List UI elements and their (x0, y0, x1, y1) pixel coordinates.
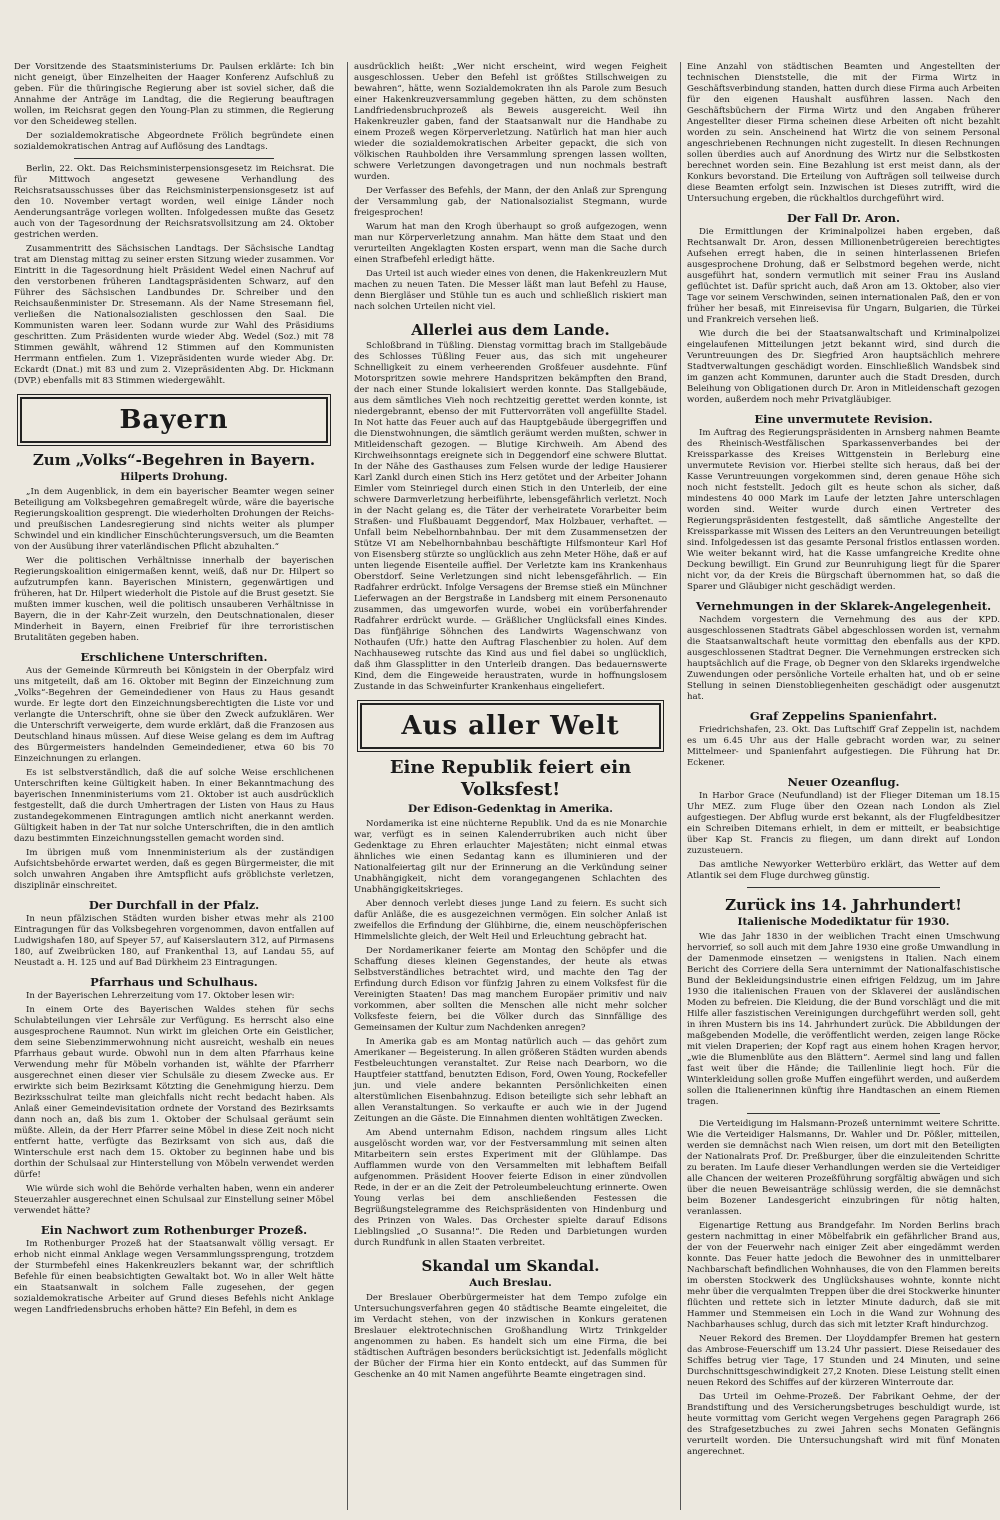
divider (747, 887, 940, 888)
column-middle (347, 62, 667, 1510)
article-subheadline: Hilperts Drohung. (120, 471, 228, 483)
paragraph: Die Ermittlungen der Kriminalpolizei haben ergeben, daß Rechtsanwalt Dr. Aron, dessen Millionenbetrügereien berechtigtes Aufsehen erregt haben, die in seinen hinterlassenen Briefen ausgesprochene Drohung, daß er Selbstmord begehen werde, nicht ausgeführt hat, sondern vermutlich mit seiner Frau ins Ausland geflüchtet ist. Dafür spricht auch, daß Aron am 13. Oktober, also vier Tage vor seinem Verschwinden, seinen internationalen Paß, den er von früher her besaß, mit Einreisevisa für Ungarn, Bulgarien, die Türkei und Frankreich versehen ließ. (687, 227, 1000, 325)
paragraph: Eigenartige Rettung aus Brandgefahr. Im Norden Berlins brach gestern nachmittag in einer Möbelfabrik ein gefährlicher Brand aus, der von der Feuerwehr nach einiger Zeit aber eingedämmt werden konnte. Das Feuer hatte jedoch die Bewohner des in unmittelbarer Nachbarschaft befindlichen Wohnhauses, die von den Flammen bereits im obersten Stockwerk des Unglückshauses wohnte, konnte nicht mehr über die verqualmten Treppen über die drei Stockwerke hinunter flüchten und rettete sich in letzter Minute dadurch, daß sie mit Hammer und Stemmeisen ein Loch in die Wand zur Wohnung des Nachbarhauses schlug, durch das sich mit letzter Kraft hindurchzog. (687, 1221, 1000, 1330)
article-headline: Der Durchfall in der Pfalz. (88, 898, 260, 912)
paragraph: Eine Anzahl von städtischen Beamten und Angestellten der technischen Dienststelle, die mit der Firma Wirtz in Geschäftsverbindung standen, hatten durch diese Firma auch Arbeiten für den eigenen Haushalt ausführen lassen. Nach den Geschäftsbüchern der Firma Wirtz und den Angaben früherer Angestellter dieser Firma scheinen diese Arbeiten oft nicht bezahlt worden zu sein. Anscheinend hat Wirtz die von seinem Personal angeschriebenen Rechnungen nicht zugestellt. In diesen Rechnungen sollen überdies auch auf Anordnung des Wirtz nur die Selbstkosten berechnet worden sein. Eine Bezahlung ist erst meist dann, als der Konkurs bevorstand. Die Erteilung von Aufträgen soll teilweise durch diese Beamten erfolgt sein. Inzwischen ist Dieses zutrifft, wird die Untersuchung ergeben, die rückhaltlos durchgeführt wird. (687, 62, 1000, 204)
paragraph: Warum hat man den Krogh überhaupt so groß aufgezogen, wenn man nur Körperverletzung annahm. Man hätte dem Staat und den verurteilten Angeklagten Kosten erspart, wenn man die Sache durch einen Strafbefehl erledigt hätte. (354, 222, 667, 265)
paragraph: Aus der Gemeinde Kürmreuth bei Königstein in der Oberpfalz wird uns mitgeteilt, daß am 16. Oktober mit Beginn der Einzeichnung zum „Volks“-Begehren der Gemeindediener von Haus zu Haus gesandt wurde. Er legte dort den Einzeichnungsberechtigten die Liste vor und verlangte die Unterschrift, ohne sie über den Zweck aufzuklären. Wer die Unterschrift verweigerte, dem wurde erklärt, daß die Franzosen aus Deutschland hinaus müssen. Auf diese Weise gelang es dem im Auftrag des Bürgermeisters handelnden Gemeindediener, etwa 60 bis 70 Einzeichnungen zu erlangen. (14, 666, 334, 764)
column-left (14, 62, 334, 1510)
article-headline: Graf Zeppelins Spanienfahrt. (749, 709, 938, 723)
paragraph: In Amerika gab es am Montag natürlich auch — das gehört zum Amerikaner — Begeisterung. In allen größeren Städten wurden abends Festbeleuchtungen veranstaltet. Zur Reise nach Dearborn, wo die Hauptfeier stattfand, benutzten Edison, Ford, Owen Young, Rockefeller jun. und viele andere bekannten Persönlichkeiten einen alterstümlichen Eisenbahnzug. Edison beteiligte sich sehr lebhaft an allen Veranstaltungen. So verkaufte er auch wie in der Jugend Zeitungen an die Gäste. Die Einnahmen dienten wohltätigen Zwecken. (354, 1037, 667, 1124)
paragraph: Berlin, 22. Okt. Das Reichsministerpensionsgesetz im Reichsrat. Die für Mittwoch angesetzt gewesene Verhandlung des Reichsratsausschusses über das Reichsministerpensionsgesetz ist auf den 10. November vertagt worden, weil einige Länder noch Aenderungsanträge vorlegen wollten. Infolgedessen mußte das Gesetz auch von der Tagesordnung der Reichsratsvollsitzung am 24. Oktober gestrichen werden. (14, 164, 334, 240)
paragraph: ausdrücklich heißt: „Wer nicht erscheint, wird wegen Feigheit ausgeschlossen. Ueber den Befehl ist größtes Stillschweigen zu bewahren“, hätte, wenn Sozialdemokraten ihn als Parole zum Besuch einer Hakenkreuzversammlung gegeben hätten, zu dem schönsten Landfriedensbruchprozeß als Beweis ausgereicht. Weil ihn Hakenkreuzler gaben, fand der Staatsanwalt nur die Handhabe zu einem Prozeß wegen Körperverletzung. Natürlich hat man hier auch wieder die sozialdemokratischen Arbeiter gepackt, die sich von völkischen Rauhbolden ihre Versammlung sprengen lassen wollten, schwere Verletzungen davongetragen und nun nochmals bestraft wurden. (354, 62, 667, 182)
paragraph: In einem Orte des Bayerischen Waldes stehen für sechs Schulabteilungen vier Lehrsäle zur Verfügung. Es herrscht also eine ausgesprochene Raumnot. Nun wirkt im gleichen Orte ein Geistlicher, dem seine Siebenzimmerwohnung nicht ausreicht, weshalb ein neues Pfarrhaus gebaut wurde. Obwohl nun in dem alten Pfarrhaus keine Verwendung mehr für Möbeln vorhanden ist, wählte der Pfarrherr ausgerechnet einen dieser vier Schulsäle zu diesem Zwecke aus. Er erwirkte sich beim Bezirksamt Kötzting die Genehmigung hierzu. Dem Bezirksschulrat teilte man gleichfalls nicht recht bedacht haben. Als Anlaß einer Gemeindevisitation ordnete der Vorstand des Bezirksamts dann noch an, daß bis zum 1. Oktober der Schulsaal geräumt sein müßte. Allein, da der Herr Pfarrer seine Möbel in diese Zeit noch nicht entfernt hatte, verfügte das Bezirksamt von sich aus, daß die Winterschule erst nach dem 15. Oktober zu beginnen habe und bis dorthin der Schulsaal zur Hinterstellung von Möbeln verwendet werden dürfe! (14, 1005, 334, 1180)
article-headline: Ein Nachwort zum Rothenburger Prozeß. (40, 1223, 308, 1237)
article-headline: Pfarrhaus und Schulhaus. (90, 975, 258, 989)
paragraph: Nachdem vorgestern die Vernehmung des aus der KPD. ausgeschlossenen Stadtrats Gäbel abgeschlossen worden ist, vernahm die Staatsanwaltschaft heute vormittag den ebenfalls aus der KPD. ausgeschlossenen Stadtrat Degner. Die Vernehmungen erstrecken sich hauptsächlich auf die Frage, ob Degner von den Sklareks irgendwelche Zuwendungen oder persönliche Vorteile erhalten hat, und ob er seine Stellung in seinen Dienstobliegenheiten geschädigt oder ausgenutzt hat. (687, 615, 1000, 702)
paragraph: Das amtliche Newyorker Wetterbüro erklärt, das Wetter auf dem Atlantik sei dem Fluge durchweg günstig. (687, 860, 1000, 881)
top-margin (0, 22, 1000, 23)
paragraph: Im Rothenburger Prozeß hat der Staatsanwalt völlig versagt. Er erhob nicht einmal Anklage wegen Versammlungssprengung, trotzdem der Sturmbefehl eines Hakenkreuzlers bekannt war, der schriftlich Befehle für einen beabsichtigten Gewaltakt bot. Wo in aller Welt hätte ein Staatsanwalt in solchem Falle zugesehen, der gegen sozialdemokratische Arbeiter auf Grund dieses Befehls nicht Anklage wegen Landfriedensbruchs erhoben hätte? Ein Befehl, in dem es (14, 1239, 334, 1315)
article-subheadline: Auch Breslau. (469, 1277, 552, 1289)
paragraph: Im übrigen muß vom Innenministerium als der zuständigen Aufsichtsbehörde erwartet werden, daß es gegen Bürgermeister, die mit solch unwahren Angaben ihre Amtspflicht aufs gröblichste verletzen, disziplinär einschreitet. (14, 848, 334, 891)
paragraph: Der Vorsitzende des Staatsministeriums Dr. Paulsen erklärte: Ich bin nicht geneigt, über Einzelheiten der Haager Konferenz Aufschluß zu geben. Für die thüringische Regierung aber ist soviel sicher, daß die Annahme der Anträge im Landtag, die die Regierung beauftragen wollen, im Reichsrat gegen den Young-Plan zu stimmen, die Regierung vor den Scheideweg stellen. (14, 62, 334, 127)
article-headline: Allerlei aus dem Lande. (411, 321, 610, 339)
article-headline: Erschlichene Unterschriften. (80, 650, 268, 664)
paragraph: Der sozialdemokratische Abgeordnete Frölich begründete einen sozialdemokratischen Antrag auf Auflösung des Landtags. (14, 131, 334, 152)
paragraph: Nordamerika ist eine nüchterne Republik. Und da es nie Monarchie war, verfügt es in seinen Kalenderrubriken auch nicht über Gedenktage zu Ehren erlauchter Majestäten; nicht einmal etwas ähnliches wie einen Sedantag kann es illuminieren und der Nationalfeiertag gilt nur der Erinnerung an die Verkündung seiner Unabhängigkeit, nicht dem vorangegangenen Schlachten des Unabhängigkeitskrieges. (354, 819, 667, 895)
article-headline: Skandal um Skandal. (421, 1257, 600, 1275)
paragraph: Es ist selbstverständlich, daß die auf solche Weise erschlichenen Unterschriften keine Gültigkeit haben. In einer Bekanntmachung des bayerischen Innenministeriums vom 21. Oktober ist auch ausdrücklich festgestellt, daß die durch Umhertragen der Listen von Haus zu Haus zustandegekommenen Eintragungen amtlich nicht anerkannt werden. Gültigkeit haben in der Tat nur solche Unterschriften, die in den amtlich dazu bestimmten Einzeichnungsstellen gemacht worden sind. (14, 768, 334, 844)
paragraph: Wie das Jahr 1830 in der weiblichen Tracht einen Umschwung hervorrief, so soll auch mit dem Jahre 1930 eine große Umwandlung in der Damenmode einsetzen — wenigstens in Italien. Nach einem Bericht des Corriere della Sera unternimmt der Nationalfaschistische Bund der Bekleidungsindustrie einen eifrigen Feldzug, um im Jahre 1930 die italienischen Frauen von der Sklaverei der ausländischen Moden zu befreien. Die Kleidung, die der Bund vorschlägt und die mit Hilfe aller faszistischen Vereinigungen durchgeführt werden soll, geht in ihren Mustern bis ins 14. Jahrhundert zurück. Die Abbildungen der maßgebenden Modelle, die veröffentlicht werden, zeigen lange Röcke mit vielen Draperien; der Kopf ragt aus einem hohen Kragen hervor, „wie die Blumenblüte aus den Blättern“. Aermel sind lang und fallen fast weit über die Hände; die Taillenlinie liegt hoch. Für die Winterkleidung sollen große Muffen eingeführt werden, und außerdem sollen die Italienerinnen künftig ihre Handtaschen an einem Riemen tragen. (687, 932, 1000, 1107)
paragraph: Neuer Rekord des Bremen. Der Lloyddampfer Bremen hat gestern das Ambrose-Feuerschiff um 13.24 Uhr passiert. Diese Reisedauer des Schiffes betrug vier Tage, 17 Stunden und 24 Minuten, und seine Durchschnittsgeschwindigkeit 27,2 Knoten. Diese Leistung stellt einen neuen Rekord des Schiffes auf der kürzeren Winterroute dar. (687, 1334, 1000, 1388)
article-headline: Zurück ins 14. Jahrhundert! (725, 896, 962, 914)
paragraph: Der Nordamerikaner feierte am Montag den Schöpfer und die Schaffung dieses kleinen Gegenstandes, der heute als etwas Selbstverständliches betrachtet wird, und machte den Tag der Erfindung durch Edison vor fünfzig Jahren zu einem Volksfest für die Vereinigten Staaten! Das mag manchem Europäer primitiv und naiv vorkommen, aber sollten die Menschen alle nicht mehr solcher Volksfeste feiern, bei die Völker durch das Sinnfällige des Gemeinsamen der Kultur zum Nachdenken anregen? (354, 946, 667, 1033)
paragraph: In Harbor Grace (Neufundland) ist der Flieger Diteman um 18.15 Uhr MEZ. zum Fluge über den Ozean nach London als Ziel aufgestiegen. Der Abflug wurde erst bekannt, als der Flugfeldbesitzer ein Schreiben Ditemans erhielt, in dem er mitteilt, er beabsichtige über Kap St. Francis zu fliegen, um dann direkt auf London zuzusteuern. (687, 791, 1000, 856)
article-headline: Eine Republik feiert ein Volksfest! (389, 757, 632, 800)
paragraph: Wie durch die bei der Staatsanwaltschaft und Kriminalpolizei eingelaufenen Mitteilungen jetzt bekannt wird, sind durch die Veruntreuungen des Dr. Siegfried Aron hauptsächlich mehrere Stadtverwaltungen geschädigt worden. Einschließlich Wandsbek sind im ganzen acht Kommunen, darunter auch die Stadt Dresden, durch Beleihung von Obligationen durch Dr. Aron in Mitleidenschaft gezogen worden, außerdem noch mehr Privatgläubiger. (687, 329, 1000, 405)
article-subheadline: Italienische Modediktatur für 1930. (737, 916, 950, 928)
paragraph: Der Breslauer Oberbürgermeister hat dem Tempo zufolge ein Untersuchungsverfahren gegen 40 städtische Beamte eingeleitet, die im Verdacht stehen, von der inzwischen in Konkurs geratenen Breslauer elektrotechnischen Großhandlung Wirtz Trinkgelder angenommen zu haben. Es handelt sich um eine Firma, die bei städtischen Aufträgen besonders berücksichtigt ist. Jedenfalls möglicht der Bücher der Firma hier ein Konto entdeckt, auf das Summen für Geschenke an 40 mit Namen angeführte Beamte eingetragen sind. (354, 1293, 667, 1380)
paragraph: Der Verfasser des Befehls, der Mann, der den Anlaß zur Sprengung der Versammlung gab, der Nationalsozialist Stegmann, wurde freigesprochen! (354, 186, 667, 218)
paragraph: Am Abend unternahm Edison, nachdem ringsum alles Licht ausgelöscht worden war, vor der Festversammlung mit seinen alten Mitarbeitern sein erstes Experiment mit der Glühlampe. Das Aufflammen wurde von den Versammelten mit lebhaftem Beifall aufgenommen. Präsident Hoover feierte Edison in einer zündvollen Rede, in der er an die Zeit der Petroleumbeleuchtung erinnerte. Owen Young verlas bei dem anschließenden Festessen die Begrüßungstelegramme des Reichspräsidenten von Hindenburg und des Prinzen von Wales. Das Orchester spielte darauf Edisons Lieblingslied „O Susanna!“. Die Reden und Darbietungen wurden durch Rundfunk in allen Staaten verbreitet. (354, 1128, 667, 1248)
article-headline: Neuer Ozeanflug. (787, 775, 900, 789)
paragraph: Wer die politischen Verhältnisse innerhalb der bayerischen Regierungskoalition einigermaßen kennt, weiß, daß nur Dr. Hilpert so aufzutrumpfen kann. Bayerischen Ministern, gegenwärtigen und früheren, hat Dr. Hilpert wiederholt die Pistole auf die Brust gesetzt. Sie mußten immer kuschen, weil die politisch unsauberen Verhältnisse in Bayern, die in der Kahr-Zeit wurzeln, den Deutschnationalen, dieser Minderheit in Bayern, einen Freibrief für ihre terroristischen Brutalitäten gegeben haben. (14, 556, 334, 643)
paragraph: Aber dennoch verlebt dieses junge Land zu feiern. Es sucht sich dafür Anläße, die es ausgezeichnen vermögen. Ein solcher Anlaß ist zweifellos die Erfindung der Glühbirne, die, einem neuschöpferischen Himmelslichte gleich, der Welt Heil und Erleuchtung gebracht hat. (354, 899, 667, 942)
article-headline: Der Fall Dr. Aron. (786, 211, 901, 225)
paragraph: Im Auftrag des Regierungspräsidenten in Arnsberg nahmen Beamte des Rheinisch-Westfälischen Sparkassenverbandes bei der Kreissparkasse des Kreises Wittgenstein in Berleburg eine unvermutete Revision vor. Hierbei stellte sich heraus, daß bei der Kasse Veruntreuungen vorgekommen sind, deren genaue Höhe sich noch nicht feststellt. Jedoch gilt es heute schon als sicher, daß mindestens 40 000 Mark im Laufe der letzten Jahre unterschlagen worden sind. Weiter wurde durch einen Vertreter des Regierungspräsidenten festgestellt, daß sämtliche Angestellte der Kreissparkasse mit Wissen des Leiters an den Veruntreuungen beteiligt sind. Infolgedessen ist das gesamte Personal fristlos entlassen worden. Wie weiter bekannt wird, hat die Kasse umfangreiche Kredite ohne Deckung bewilligt. Ein Grund zur Beunruhigung liegt für die Sparer nicht vor, da der Kreis die Bürgschaft übernommen hat, so daß die Sparer und Gläubiger nicht geschädigt werden. (687, 428, 1000, 592)
section-heading-bayern: Bayern (20, 397, 328, 443)
paragraph: „In dem Augenblick, in dem ein bayerischer Beamter wegen seiner Beteiligung am Volksbegehren gemaßregelt würde, wäre die bayerische Regierungskoalition gesprengt. Die wiederholten Drohungen der Reichs- und preußischen Landesregierung sind nichts weiter als plumper Schwindel und ein kindlicher Einschüchterungsversuch, um die Beamten von der Ausübung ihrer vaterländischen Pflicht abzuhalten.“ (14, 487, 334, 552)
section-heading-aus-aller-welt: Aus aller Welt (360, 703, 661, 749)
column-right (680, 62, 1000, 1510)
article-headline: Vernehmungen in der Sklarek-Angelegenheit. (695, 599, 992, 613)
paragraph: Friedrichshafen, 23. Okt. Das Luftschiff Graf Zeppelin ist, nachdem es um 6.45 Uhr aus der Halle gebracht worden war, zu seiner Mittelmeer- und Spanienfahrt aufgestiegen. Die Führung hat Dr. Eckener. (687, 725, 1000, 768)
paragraph: Zusammentritt des Sächsischen Landtags. Der Sächsische Landtag trat am Dienstag mittag zu seiner ersten Sitzung wieder zusammen. Vor Eintritt in die Tagesordnung hielt Präsident Wedel einen Nachruf auf den verstorbenen früheren Landtagspräsidenten Schwarz, auf den Führer des Sächsischen Landbundes Dr. Schreiber und den Reichsaußenminister Dr. Stresemann. Als der Name Stresemann fiel, verließen die Nationalsozialisten geschlossen den Saal. Die Kommunisten waren leer. Sodann wurde zur Wahl des Präsidiums geschritten. Zum Präsidenten wurde wieder Abg. Wedel (Soz.) mit 78 Stimmen gewählt, während 12 Stimmen auf den Kommunisten Herrmann entfielen. Zum 1. Vizepräsidenten wurde wieder Abg. Dr. Eckardt (Dnat.) mit 83 und zum 2. Vizepräsidenten Abg. Dr. Hickmann (DVP.) ebenfalls mit 83 Stimmen wiedergewählt. (14, 244, 334, 386)
article-headline: Eine unvermutete Revision. (754, 412, 933, 426)
article-headline: Zum „Volks“-Begehren in Bayern. (32, 451, 316, 469)
paragraph: In neun pfälzischen Städten wurden bisher etwas mehr als 2100 Eintragungen für das Volksbegehren vorgenommen, davon entfallen auf Ludwigshafen 180, auf Speyer 57, auf Kaiserslautern 312, auf Pirmasens 180, auf Zweibrücken 180, auf Frankenthal 13, auf Landau 55, auf Neustadt a. H. 125 und auf Bad Dürkheim 23 Eintragungen. (14, 914, 334, 968)
paragraph: Wie würde sich wohl die Behörde verhalten haben, wenn ein anderer Steuerzahler ausgerechnet einen Schulsaal zur Einstellung seiner Möbel verwendet hätte? (14, 1184, 334, 1216)
paragraph: Das Urteil ist auch wieder eines von denen, die Hakenkreuzlern Mut machen zu neuen Taten. Die Messer läßt man laut Befehl zu Hause, denn Biergläser und Stühle tun es auch und schließlich riskiert man nach solchen Urteilen nicht viel. (354, 269, 667, 312)
paragraph: Das Urteil im Oehme-Prozeß. Der Fabrikant Oehme, der der Brandstiftung und des Versicherungsbetruges beschuldigt wurde, ist heute vormittag vom Gericht wegen Vergehens gegen Paragraph 266 des Strafgesetzbuches zu zwei Jahren sechs Monaten Gefängnis verurteilt worden. Die Untersuchungshaft wird mit fünf Monaten angerechnet. (687, 1392, 1000, 1457)
divider (74, 158, 274, 159)
paragraph: Schloßbrand in Tüßling. Dienstag vormittag brach im Stallgebäude des Schlosses Tüßling Feuer aus, das sich mit ungeheurer Schnelligkeit zu einem verheerenden Großfeuer ausdehnte. Fünf Motorspritzen sowie mehrere Handspritzen bekämpften den Brand, der nach einer Stunde lokalisiert werden konnte. Das Stallgebäude, aus dem sämtliches Vieh noch rechtzeitig gerettet werden konnte, ist niedergebrannt, ebenso der mit Futtervorräten voll angefüllte Stadel. In Not hatte das Feuer auch auf das Hauptgebäude übergegriffen und die Dienstwohnungen, die sämtlich geräumt werden mußten, schwer in Mitleidenschaft gezogen. — Blutige Kirchweih. Am Abend des Kirchweihsonntags ereignete sich in Deggendorf eine schwere Bluttat. In der Nähe des Gasthauses zum Felsen wurde der ledige Hausierer Karl Zankl durch einen Stich ins Herz getötet und der Arbeiter Johann Eimler vom Steinriegel durch einen Stich in den Unterleib, der eine schwere Darmverletzung herbeiführte, lebensgefährlich verletzt. Noch in der Nacht gelang es, die Täter der verheiratete Vorarbeiter beim Straßen- und Flußbauamt Deggendorf, Max Holzbauer, verhaftet. — Unfall beim Nebelhornbahnbau. Der mit dem Zusammensetzen der Stütze VI am Nebelhornbahnbau beschäftigte Hilfsmonteur Karl Hof von Eisensberg stürzte so unglücklich aus zehn Meter Höhe, daß er auf unten liegende Eisenteile auffiel. Der Verletzte kam ins Krankenhaus Oberstdorf. Seine Verletzungen sind nicht lebensgefährlich. — Ein Radfahrer erdrückt. Infolge Versagens der Bremse stieß ein Münchner Lieferwagen an der Bergstraße in Landsberg mit einem Personenauto zusammen, das umgeworfen wurde, wobei ein vorüberfahrender Radfahrer erdrückt wurde. — Gräßlicher Unglücksfall eines Kindes. Das fünfjährige Söhnchen des Landwirts Wagenschwanz von Nothaufen (Ufr.) hatte den Auftrag Flaschenbier zu holen. Auf dem Nachhauseweg rutschte das Kind aus und fiel dabei so unglücklich, daß ihm Glassplitter in den Unterleib drangen. Das bedauernswerte Kind, dem die Eingeweide heraustraten, wurde in hoffnungslosem Zustande in das Schweinfurter Krankenhaus eingeliefert. (354, 341, 667, 692)
paragraph: Die Verteidigung im Halsmann-Prozeß unternimmt weitere Schritte. Wie die Verteidiger Halsmanns, Dr. Wahler und Dr. Pößler, mitteilen, werden sie demnächst nach Wien reisen, um dort mit den Beteiligten der Nationalrats Prof. Dr. Preßburger, über die einzuleitenden Schritte zu beraten. Im Laufe dieser Verhandlungen werden sie die Verteidiger alle Chancen der weiteren Prozeßführung sorgfältig abwägen und sich über die neuen Beweisanträge schlüssig werden, die sie demnächst beim Bozener Landesgericht einzubringen für nötig halten, veranlassen. (687, 1119, 1000, 1217)
article-subheadline: Der Edison-Gedenktag in Amerika. (408, 803, 613, 815)
divider (747, 1113, 940, 1114)
paragraph: In der Bayerischen Lehrerzeitung vom 17. Oktober lesen wir: (26, 991, 295, 1001)
